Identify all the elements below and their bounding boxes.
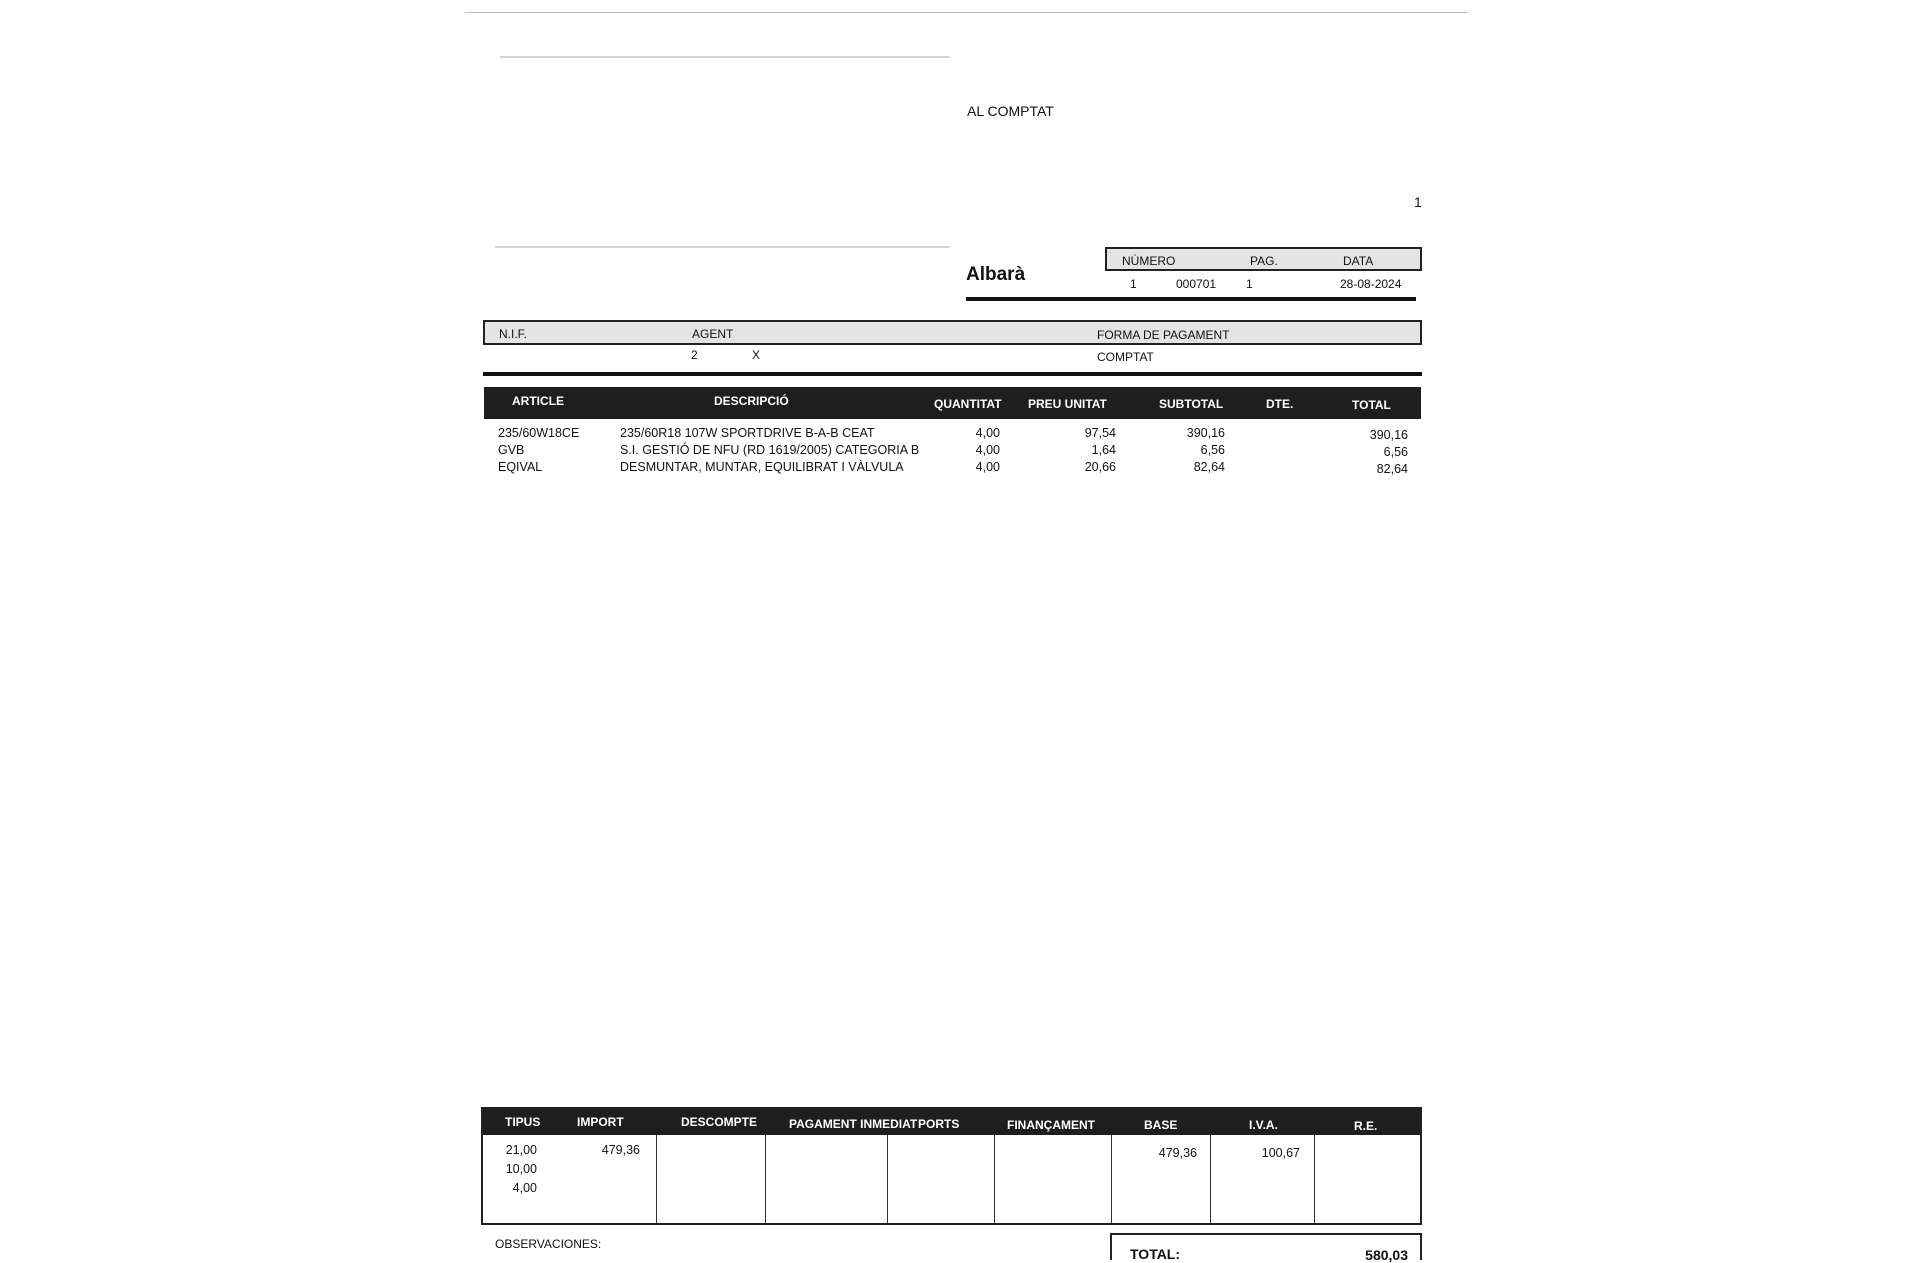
col-ports: PORTS xyxy=(918,1117,960,1131)
col-financament: FINANÇAMENT xyxy=(1007,1118,1095,1132)
faded-client-address xyxy=(495,246,950,248)
agent-code-value: 2 xyxy=(691,348,698,362)
col-iva: I.V.A. xyxy=(1249,1118,1278,1132)
row-descripcio: 235/60R18 107W SPORTDRIVE B-A-B CEAT xyxy=(620,426,875,440)
row-total: 390,16 xyxy=(1369,428,1408,442)
col-tipus: TIPUS xyxy=(505,1115,541,1129)
col-base: BASE xyxy=(1144,1118,1178,1132)
tax-summary-table xyxy=(481,1107,1422,1225)
tax-table-header xyxy=(483,1109,1420,1135)
tax-divider xyxy=(656,1135,657,1223)
col-quantitat: QUANTITAT xyxy=(934,397,1002,411)
tipus-value: 21,00 xyxy=(505,1143,537,1157)
lines-table-header xyxy=(484,387,1421,419)
iva-value: 100,67 xyxy=(1261,1146,1300,1160)
tax-divider xyxy=(887,1135,888,1223)
forma-pagament-label: FORMA DE PAGAMENT xyxy=(1097,328,1230,342)
pag-value: 1 xyxy=(1246,277,1253,291)
total-label: TOTAL: xyxy=(1130,1246,1181,1262)
col-re: R.E. xyxy=(1354,1119,1378,1133)
total-box xyxy=(1110,1233,1422,1263)
tax-divider xyxy=(994,1135,995,1223)
row-descripcio: S.I. GESTIÓ DE NFU (RD 1619/2005) CATEGORIA B xyxy=(620,443,920,457)
doc-type-title: Albarà xyxy=(966,264,1026,285)
doc-header-labels-box xyxy=(1105,247,1422,271)
row-article: 235/60W18CE xyxy=(498,426,580,440)
faded-company-header xyxy=(500,56,950,58)
tipus-value: 10,00 xyxy=(505,1162,537,1176)
client-header-labels-box xyxy=(483,320,1422,345)
col-article: ARTICLE xyxy=(512,394,564,408)
row-preu-unitat: 1,64 xyxy=(1091,443,1116,457)
client-underline xyxy=(483,372,1422,376)
col-descripcio: DESCRIPCIÓ xyxy=(714,394,789,408)
tipus-value: 4,00 xyxy=(512,1181,537,1195)
import-value: 479,36 xyxy=(601,1143,640,1157)
row-subtotal: 82,64 xyxy=(1193,460,1225,474)
table-row xyxy=(0,443,1430,461)
col-descompte: DESCOMPTE xyxy=(681,1115,758,1129)
row-article: GVB xyxy=(498,443,525,457)
row-preu-unitat: 97,54 xyxy=(1084,426,1116,440)
tax-divider xyxy=(765,1135,766,1223)
col-import: IMPORT xyxy=(577,1115,624,1129)
agent-name-value: X xyxy=(752,348,761,362)
row-preu-unitat: 20,66 xyxy=(1084,460,1116,474)
numero-label: NÚMERO xyxy=(1122,254,1176,268)
pag-label: PAG. xyxy=(1250,254,1278,268)
page-marker: 1 xyxy=(1414,194,1422,210)
observaciones-label: OBSERVACIONES: xyxy=(495,1237,602,1251)
row-article: EQIVAL xyxy=(498,460,543,474)
row-quantitat: 4,00 xyxy=(975,426,1000,440)
table-row xyxy=(0,460,1430,478)
table-row xyxy=(0,426,1430,444)
col-dte: DTE. xyxy=(1266,397,1294,411)
agent-label: AGENT xyxy=(692,327,734,341)
row-subtotal: 390,16 xyxy=(1186,426,1225,440)
serie-value: 1 xyxy=(1130,277,1137,291)
col-subtotal: SUBTOTAL xyxy=(1159,397,1224,411)
row-descripcio: DESMUNTAR, MUNTAR, EQUILIBRAT I VÀLVULA xyxy=(620,460,904,474)
numero-value: 000701 xyxy=(1176,277,1217,291)
data-value: 28-08-2024 xyxy=(1340,277,1402,291)
col-preu-unitat: PREU UNITAT xyxy=(1028,397,1107,411)
base-value: 479,36 xyxy=(1158,1146,1197,1160)
col-total: TOTAL xyxy=(1352,398,1391,412)
row-subtotal: 6,56 xyxy=(1200,443,1225,457)
col-pagament-inmediat: PAGAMENT INMEDIAT xyxy=(789,1117,918,1131)
data-label: DATA xyxy=(1343,254,1374,268)
total-value: 580,03 xyxy=(1365,1247,1408,1263)
top-border-line xyxy=(465,12,1468,13)
tax-divider xyxy=(1314,1135,1315,1223)
payment-mode-title: AL COMPTAT xyxy=(967,103,1054,119)
nif-label: N.I.F. xyxy=(499,327,528,341)
forma-pagament-value: COMPTAT xyxy=(1097,350,1154,364)
row-quantitat: 4,00 xyxy=(975,443,1000,457)
row-quantitat: 4,00 xyxy=(975,460,1000,474)
title-underline xyxy=(966,297,1416,301)
row-total: 82,64 xyxy=(1376,462,1408,476)
row-total: 6,56 xyxy=(1383,445,1408,459)
